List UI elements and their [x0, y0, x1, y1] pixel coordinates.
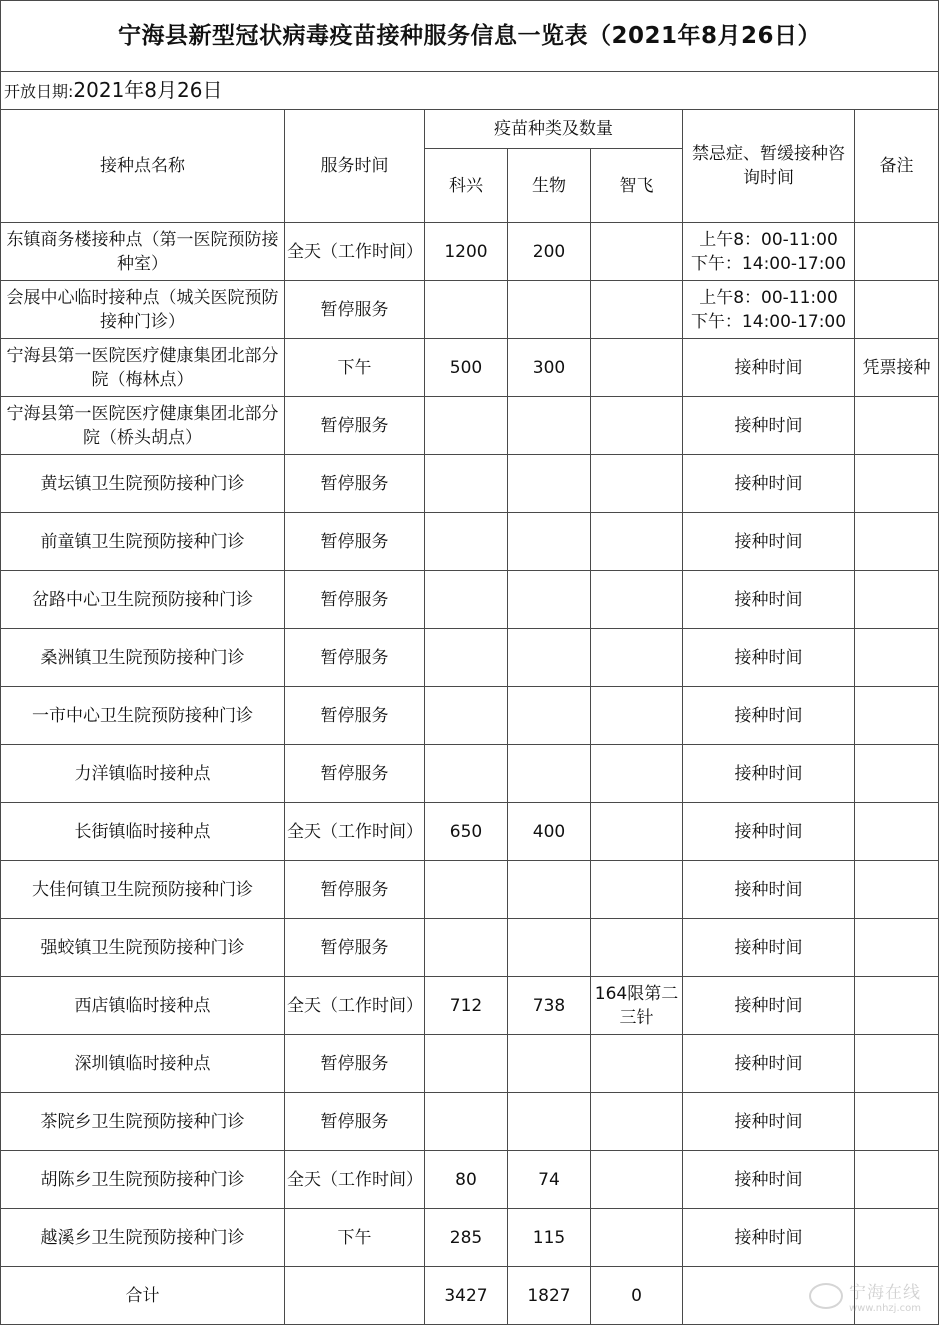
cell-consult-time: 接种时间 [683, 919, 855, 977]
consult-time-line: 下午：14:00-17:00 [690, 253, 847, 274]
open-date-label: 开放日期: [4, 81, 74, 101]
cell-shengwu-count: 738 [508, 977, 591, 1035]
cell-kexing-count [425, 513, 508, 571]
cell-consult-time: 接种时间 [683, 455, 855, 513]
table-row [1, 629, 939, 687]
cell-consult-time: 接种时间 [683, 803, 855, 861]
cell-shengwu-count: 300 [508, 339, 591, 397]
cell-kexing-count [425, 745, 508, 803]
cell-shengwu-count [508, 1093, 591, 1151]
table-row [1, 687, 939, 745]
cell-consult-time: 接种时间 [683, 571, 855, 629]
consult-time-line: 上午8：00-11:00 [699, 287, 838, 308]
cell-consult-time: 接种时间 [683, 1093, 855, 1151]
cell-zhifei-count: 164限第二三针 [591, 977, 683, 1035]
cell-shengwu-count: 115 [508, 1209, 591, 1267]
cell-zhifei-count [591, 687, 683, 745]
consult-time-line: 上午8：00-11:00 [699, 229, 838, 250]
cell-site-name: 越溪乡卫生院预防接种门诊 [1, 1209, 285, 1267]
cell-note [855, 513, 939, 571]
header-vaccine-group: 疫苗种类及数量 [425, 110, 683, 149]
cell-service-time: 暂停服务 [285, 1093, 425, 1151]
cell-note [855, 455, 939, 513]
cell-note: 凭票接种 [855, 339, 939, 397]
cell-zhifei-count [591, 281, 683, 339]
cell-site-name: 强蛟镇卫生院预防接种门诊 [1, 919, 285, 977]
cell-consult-time: 接种时间 [683, 861, 855, 919]
cell-service-time: 暂停服务 [285, 1035, 425, 1093]
sheet-title: 宁海县新型冠状病毒疫苗接种服务信息一览表（2021年8月26日） [1, 1, 939, 72]
total-zhifei: 0 [591, 1267, 683, 1325]
cell-zhifei-count [591, 629, 683, 687]
table-row [1, 745, 939, 803]
cell-site-name: 西店镇临时接种点 [1, 977, 285, 1035]
cell-note [855, 919, 939, 977]
cell-site-name: 大佳何镇卫生院预防接种门诊 [1, 861, 285, 919]
cell-kexing-count: 712 [425, 977, 508, 1035]
cell-note [855, 803, 939, 861]
table-row [1, 1093, 939, 1151]
cell-note [855, 223, 939, 281]
cell-site-name: 胡陈乡卫生院预防接种门诊 [1, 1151, 285, 1209]
header-kexing: 科兴 [425, 149, 508, 223]
cell-zhifei-count [591, 745, 683, 803]
cell-site-name: 东镇商务楼接种点（第一医院预防接种室） [1, 223, 285, 281]
header-shengwu: 生物 [508, 149, 591, 223]
cell-kexing-count [425, 1093, 508, 1151]
cell-site-name: 茶院乡卫生院预防接种门诊 [1, 1093, 285, 1151]
cell-shengwu-count [508, 397, 591, 455]
cell-service-time: 全天（工作时间） [285, 223, 425, 281]
cell-service-time: 暂停服务 [285, 745, 425, 803]
cell-consult-time: 接种时间 [683, 1209, 855, 1267]
cell-kexing-count: 500 [425, 339, 508, 397]
cell-shengwu-count [508, 861, 591, 919]
cell-consult-time: 接种时间 [683, 687, 855, 745]
header-site: 接种点名称 [1, 110, 285, 223]
cell-shengwu-count: 200 [508, 223, 591, 281]
cell-zhifei-count [591, 571, 683, 629]
header-zhifei: 智飞 [591, 149, 683, 223]
cell-note [855, 861, 939, 919]
cell-service-time: 暂停服务 [285, 513, 425, 571]
cell-site-name: 桑洲镇卫生院预防接种门诊 [1, 629, 285, 687]
table-row [1, 223, 939, 281]
open-date-bar [1, 72, 939, 110]
watermark-text: 宁海在线 [848, 1283, 921, 1303]
table-row [1, 281, 939, 339]
cell-service-time: 暂停服务 [285, 861, 425, 919]
cell-site-name: 力洋镇临时接种点 [1, 745, 285, 803]
table-row [1, 571, 939, 629]
table-row [1, 919, 939, 977]
cell-shengwu-count [508, 571, 591, 629]
cell-kexing-count: 650 [425, 803, 508, 861]
cell-service-time: 暂停服务 [285, 397, 425, 455]
cell-shengwu-count [508, 513, 591, 571]
table-row [1, 803, 939, 861]
cell-service-time: 全天（工作时间） [285, 1151, 425, 1209]
table-row [1, 455, 939, 513]
cell-consult-time: 接种时间 [683, 513, 855, 571]
cell-site-name: 岔路中心卫生院预防接种门诊 [1, 571, 285, 629]
cell-consult-time: 接种时间 [683, 1151, 855, 1209]
site-watermark [809, 1278, 921, 1314]
cell-note [855, 1093, 939, 1151]
cell-site-name: 前童镇卫生院预防接种门诊 [1, 513, 285, 571]
cell-consult-time [683, 223, 855, 281]
cell-kexing-count: 1200 [425, 223, 508, 281]
total-service-time [285, 1267, 425, 1325]
table-row [1, 397, 939, 455]
cell-site-name: 一市中心卫生院预防接种门诊 [1, 687, 285, 745]
cell-kexing-count [425, 687, 508, 745]
cell-zhifei-count [591, 919, 683, 977]
cell-zhifei-count [591, 861, 683, 919]
cell-zhifei-count [591, 455, 683, 513]
cell-note [855, 629, 939, 687]
cell-kexing-count: 285 [425, 1209, 508, 1267]
header-consult-time: 禁忌症、暂缓接种咨询时间 [683, 110, 855, 223]
cell-service-time: 暂停服务 [285, 629, 425, 687]
cell-service-time: 下午 [285, 339, 425, 397]
cell-note [855, 687, 939, 745]
total-row [1, 1267, 939, 1325]
cell-consult-time: 接种时间 [683, 397, 855, 455]
cell-zhifei-count [591, 803, 683, 861]
cell-zhifei-count [591, 1093, 683, 1151]
cell-shengwu-count [508, 919, 591, 977]
cell-consult-time: 接种时间 [683, 339, 855, 397]
cell-kexing-count [425, 455, 508, 513]
consult-time-line: 下午：14:00-17:00 [690, 311, 847, 332]
cell-site-name: 会展中心临时接种点（城关医院预防接种门诊） [1, 281, 285, 339]
table-row [1, 339, 939, 397]
cell-note [855, 397, 939, 455]
cell-note [855, 977, 939, 1035]
cell-zhifei-count [591, 1209, 683, 1267]
cell-shengwu-count [508, 629, 591, 687]
cell-site-name: 深圳镇临时接种点 [1, 1035, 285, 1093]
table-row [1, 977, 939, 1035]
cell-service-time: 暂停服务 [285, 281, 425, 339]
cell-kexing-count [425, 919, 508, 977]
cell-kexing-count [425, 629, 508, 687]
cell-note [855, 1209, 939, 1267]
table-row [1, 861, 939, 919]
cell-consult-time: 接种时间 [683, 977, 855, 1035]
cell-shengwu-count [508, 455, 591, 513]
cell-shengwu-count [508, 745, 591, 803]
table-row [1, 1151, 939, 1209]
total-shengwu: 1827 [508, 1267, 591, 1325]
cell-zhifei-count [591, 397, 683, 455]
cell-kexing-count [425, 861, 508, 919]
cell-kexing-count [425, 1035, 508, 1093]
cell-kexing-count [425, 571, 508, 629]
cell-consult-time: 接种时间 [683, 629, 855, 687]
cell-service-time: 全天（工作时间） [285, 803, 425, 861]
cell-note [855, 571, 939, 629]
cell-shengwu-count: 400 [508, 803, 591, 861]
table-row [1, 513, 939, 571]
cell-service-time: 暂停服务 [285, 571, 425, 629]
cell-service-time: 暂停服务 [285, 919, 425, 977]
cell-site-name: 黄坛镇卫生院预防接种门诊 [1, 455, 285, 513]
header-service-time: 服务时间 [285, 110, 425, 223]
cell-note [855, 1151, 939, 1209]
watermark-url: www.nhzj.com [848, 1303, 921, 1314]
cell-zhifei-count [591, 1151, 683, 1209]
header-note: 备注 [855, 110, 939, 223]
cell-zhifei-count [591, 513, 683, 571]
cell-shengwu-count [508, 687, 591, 745]
cell-zhifei-count [591, 1035, 683, 1093]
cell-zhifei-count [591, 339, 683, 397]
open-date-value: 2021年8月26日 [73, 77, 223, 102]
cell-note [855, 745, 939, 803]
total-label: 合计 [1, 1267, 285, 1325]
total-kexing: 3427 [425, 1267, 508, 1325]
cell-kexing-count [425, 397, 508, 455]
cell-shengwu-count [508, 281, 591, 339]
table-row [1, 1209, 939, 1267]
cell-site-name: 宁海县第一医院医疗健康集团北部分院（梅林点） [1, 339, 285, 397]
cell-consult-time: 接种时间 [683, 745, 855, 803]
cell-service-time: 下午 [285, 1209, 425, 1267]
cell-kexing-count [425, 281, 508, 339]
cell-note [855, 281, 939, 339]
cell-zhifei-count [591, 223, 683, 281]
cell-service-time: 暂停服务 [285, 687, 425, 745]
cell-consult-time: 接种时间 [683, 1035, 855, 1093]
cell-site-name: 长街镇临时接种点 [1, 803, 285, 861]
cell-site-name: 宁海县第一医院医疗健康集团北部分院（桥头胡点） [1, 397, 285, 455]
watermark-logo-icon [809, 1283, 843, 1309]
cell-shengwu-count [508, 1035, 591, 1093]
cell-service-time: 暂停服务 [285, 455, 425, 513]
table-row [1, 1035, 939, 1093]
cell-shengwu-count: 74 [508, 1151, 591, 1209]
cell-note [855, 1035, 939, 1093]
cell-service-time: 全天（工作时间） [285, 977, 425, 1035]
cell-kexing-count: 80 [425, 1151, 508, 1209]
cell-consult-time [683, 281, 855, 339]
